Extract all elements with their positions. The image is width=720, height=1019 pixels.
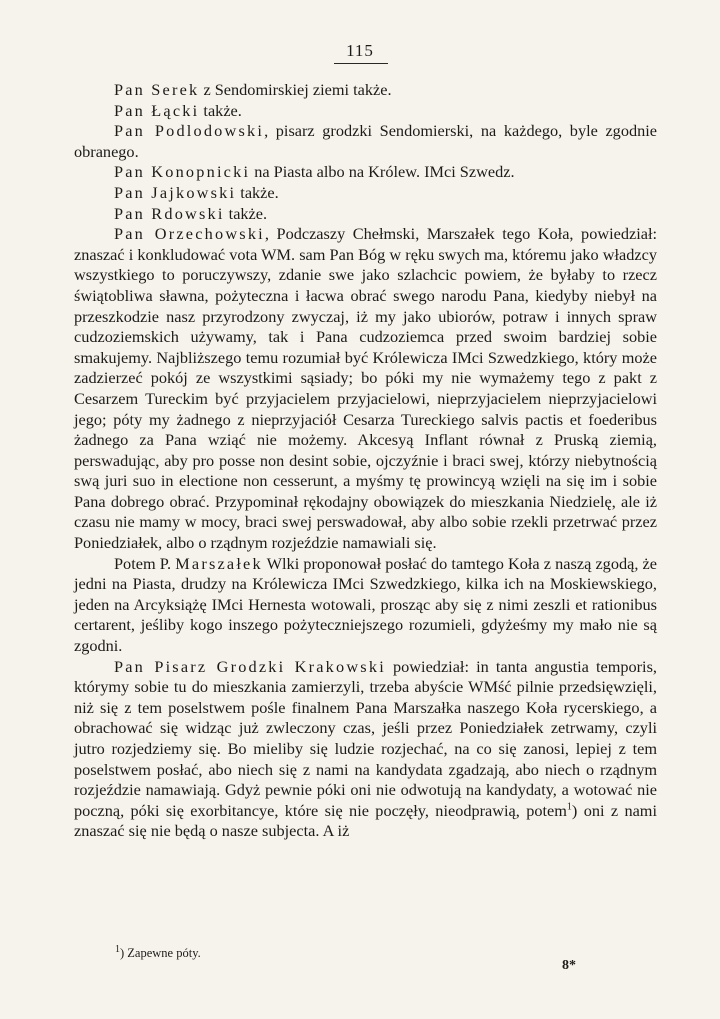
signature-mark: 8* [562, 958, 576, 973]
header-rule [334, 63, 388, 64]
paragraph [74, 101, 657, 122]
paragraph [74, 121, 657, 162]
paragraph [74, 224, 657, 554]
footnote-reference[interactable]: 1 [566, 801, 572, 813]
paragraph [74, 657, 657, 842]
paragraph [74, 204, 657, 225]
speaker-name: Pan Orzechowski [114, 224, 265, 244]
paragraph-lead: Potem P. [114, 553, 176, 573]
paragraph-text: Wlki proponował posłać do tamtego Koła z naszą zgodą, że jedni na Piasta, drudzy na Królewicza IMci Szwedzkiego, kilka ich na Moskiewskiego, jeden na Arcyksiążę IMci Hernesta wotowali, prosząc aby się z nimi zeszli et rationibus certarent, jeśliby kogo inszego pożyteczniejszego rozumieli, gdyżeśmy my mało nie są zgodni. [74, 553, 657, 656]
paragraph-text: także. [224, 203, 268, 223]
paragraph-text: , Podczaszy Chełmski, Marszałek tego Koła, powiedział: znaszać i konkludować vota WM. sam Pan Bóg w ręku swych ma, któremu jako władzcy wszystkiego to poruczywszy, zdanie swe jako szlachcic powiem, że byłaby to rzecz świątobliwa sławna, pożyteczna i łacwa obrać swego narodu Pana, kiedyby niebył na przeszkodzie nasz przyrodzony zwyczaj, iż my jako ubiorów, potraw i innych spraw cudzoziemskich używamy, tak i Pana cudzoziemca przed swoim bardziej sobie smakujemy. Najbliższego temu rozumiał być Królewicza IMci Szwedzkiego, który może zadzierzeć pokój ze wszystkimi sąsiady; bo póki my nie wymażemy tego z pakt z Cesarzem Tureckim być przyjacielem przyjacielowi, nieprzyjacielem nieprzyjacielowi jego; póty my żadnego z nieprzyjaciół Cesarza Tureckiego salvis pactis et foederibus żadnego za Pana wziąć nie możemy. Akcesyą Inflant równał z Pruską ziemią, perswadując, aby pro posse non desint sobie, ojczyźnie i braci swej, którzy niebytnością swą juri suo in electione non cesserunt, a myśmy tę prowincyą wzięli na się im i sobie Pana dobrego obrać. Przypominał rękodajny obowiązek do mieszkania Niedzielę, ale iż czasu nie mamy w mocy, braci swej perswadował, aby albo sobie rzekli przetrwać przez Poniedziałek, albo o rządnym rozjeździe namawiali się. [74, 224, 658, 553]
footnote [115, 943, 201, 961]
speaker-name: Pan Rdowski [114, 203, 225, 223]
paragraph-text: powiedział: in tanta angustia temporis, którymy sobie tu do mieszkania zamierzyli, trzeba abyście WMść pilnie przedsięwzięli, niż się z tem poselstwem pośle finalnem Pana Marszałka naszego Koła rycerskiego, a obrachować się widząc już zwleczony czas, jeśli przez Poniedziałek zetrwamy, czyli jutro rozjedziemy się. Bo mieliby się ludzie rozjechać, na co się zanosi, lepiej z tem poselstwem posłać, abo niech się z nami na kandydata zgadzają, abo niech o rządnym rozjeździe namawiają. Gdyż pewnie póki oni nie odwotują na kandydaty, a wotować nie poczną, póki się exorbitancye, które się nie poczęły, nieodprawią, potem [74, 656, 657, 820]
page-number: 115 [346, 41, 374, 60]
paragraph [74, 554, 657, 657]
paragraph-text: także. [199, 100, 242, 120]
speaker-name: Marszałek [175, 553, 263, 573]
paragraph-text: , pisarz grodzki Sendomierski, na każdego, byle zgodnie obranego. [74, 121, 657, 161]
paragraph [74, 80, 657, 101]
speaker-name: Pan Pisarz Grodzki Krakowski [114, 656, 386, 676]
speaker-name: Pan Łącki [114, 100, 200, 120]
paragraph-text: na Piasta albo na Królew. IMci Szwedz. [250, 162, 515, 182]
paragraph-text-tail: ) oni z nami znaszać się nie będą o nasze subjecta. A iż [74, 800, 657, 841]
body-text [74, 80, 657, 842]
footnote-mark: 1 [115, 943, 120, 955]
paragraph-text: z Sendomirskiej ziemi także. [199, 80, 392, 99]
paragraph-text: także. [236, 182, 279, 202]
paragraph [74, 183, 657, 204]
footnote-text: ) Zapewne póty. [120, 946, 201, 960]
speaker-name: Pan Podlodowski [114, 121, 265, 141]
speaker-name: Pan Konopnicki [114, 162, 251, 182]
speaker-name: Pan Jajkowski [114, 182, 237, 202]
speaker-name: Pan Serek [114, 80, 200, 99]
paragraph [74, 162, 657, 183]
